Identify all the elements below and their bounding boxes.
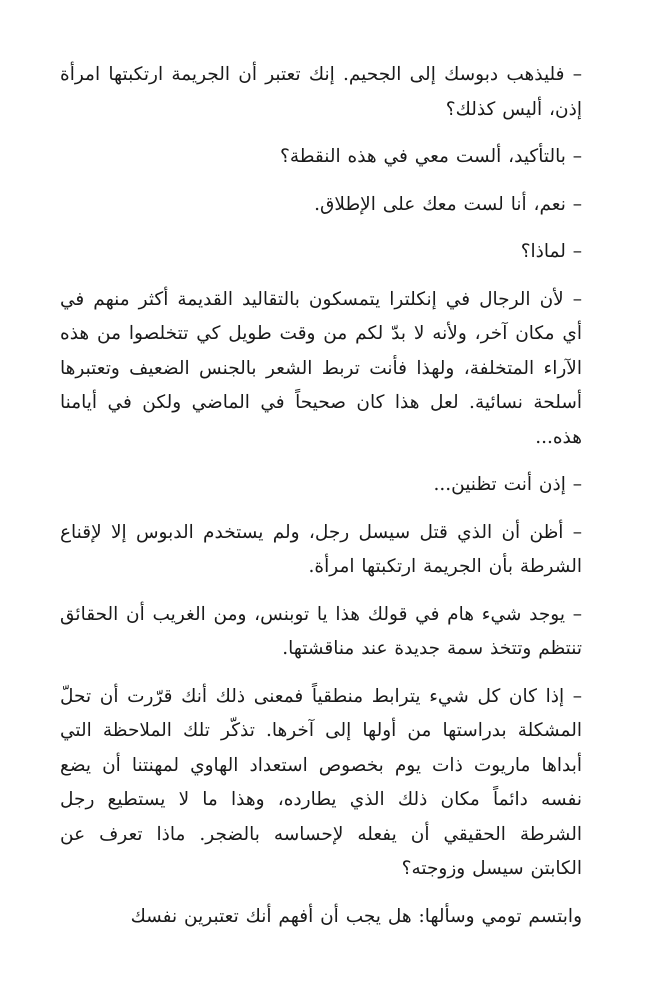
dialogue-paragraph-4: – لماذا؟ xyxy=(520,241,582,262)
dialogue-paragraph-8: – يوجد شيء هام في قولك هذا يا توبنس، ومن الغريب أن الحقائق تنتظم وتتخذ سمة جديدة عند مناقشتها. xyxy=(60,603,582,659)
dialogue-paragraph-5: – لأن الرجال في إنكلترا يتمسكون بالتقاليد القديمة أكثر منهم في أي مكان آخر، ولأنه لا بدّ لكم من وقت طويل كي تتخلصوا من هذه الآراء المتخلفة، ولهذا فأنت تربط الشعر بالجنس الضعيف وتعتبرها أسلحة نسائية. لعل هذا كان صحيحاً في الماضي ولكن في أيامنا هذه... xyxy=(60,288,582,448)
dialogue-paragraph-3: – نعم، أنا لست معك على الإطلاق. xyxy=(314,193,582,215)
dialogue-paragraph-1: – فليذهب دبوسك إلى الجحيم. إنك تعتبر أن الجريمة ارتكبتها امرأة إذن، أليس كذلك؟ xyxy=(60,64,582,120)
dialogue-paragraph-9: – إذا كان كل شيء يترابط منطقياً فمعنى ذلك أنك قرّرت أن تحلّ المشكلة بدراستها من أولها إلى آخرها. تذكّر تلك الملاحظة التي أبداها ماريوت ذات يوم بخصوص استعداد الهاوي لمهنتنا أن يضع نفسه دائماً مكان ذلك الذي يطارده، وهذا ما لا يستطيع رجل الشرطة الحقيقي أن يفعله لإحساسه بالضجر. ماذا تعرف عن الكابتن سيسل وزوجته؟ xyxy=(60,685,582,879)
dialogue-paragraph-2: – بالتأكيد، ألست معي في هذه النقطة؟ xyxy=(280,146,582,167)
narration-paragraph: وابتسم تومي وسألها: هل يجب أن أفهم أنك تعتبرين نفسك xyxy=(130,905,582,927)
book-page xyxy=(60,58,582,988)
dialogue-paragraph-6: – إذن أنت تظنين... xyxy=(433,474,582,495)
dialogue-paragraph-7: – أظن أن الذي قتل سيسل رجل، ولم يستخدم الدبوس إلا لإقناع الشرطة بأن الجريمة ارتكبتها امرأة. xyxy=(60,521,582,577)
